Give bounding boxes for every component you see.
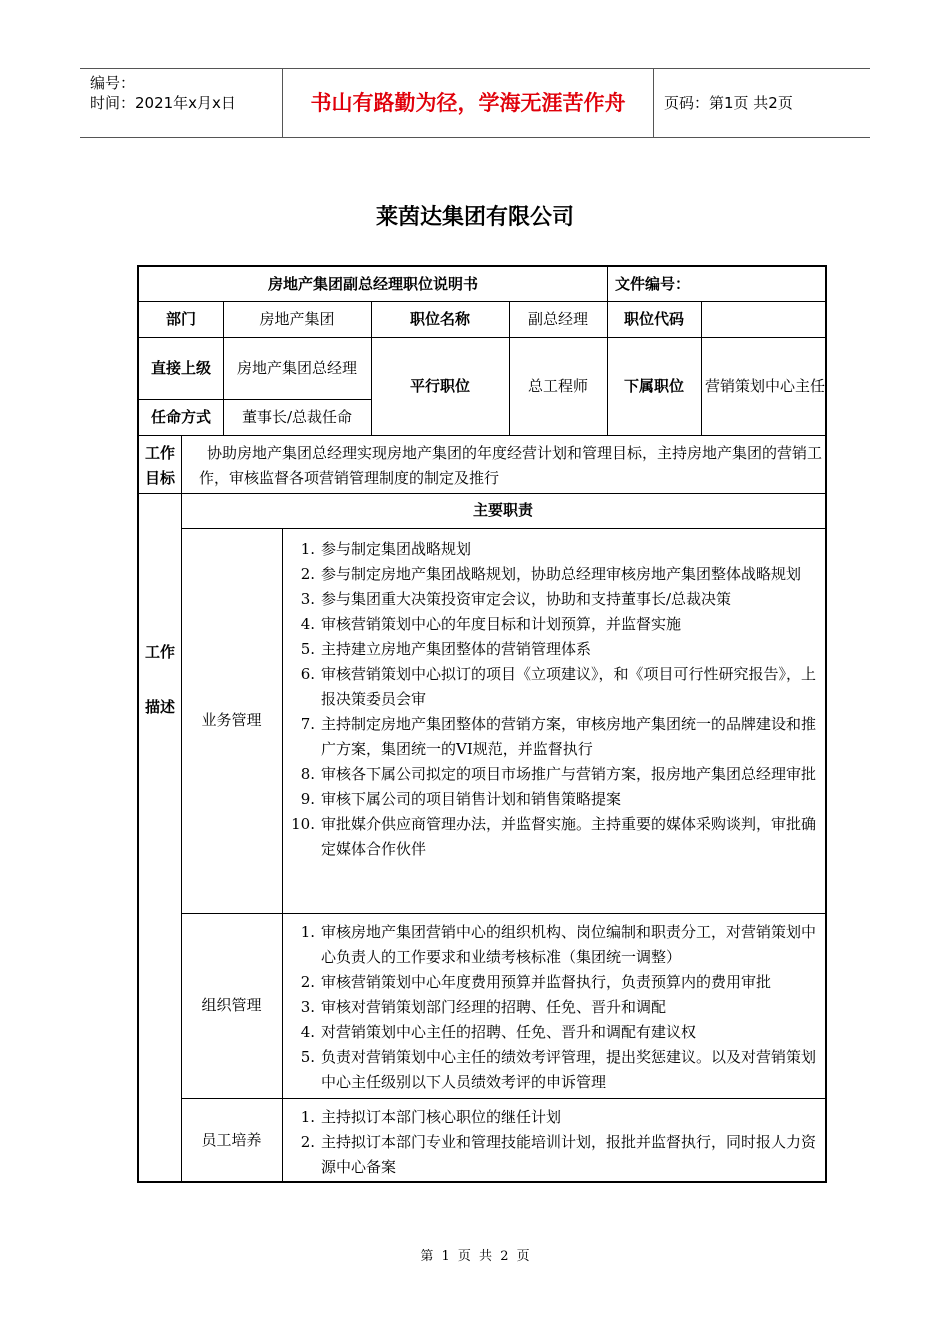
duty-number: 1. [300, 540, 315, 558]
duty-text: 审核各下属公司拟定的项目市场推广与营销方案，报房地产集团总经理审批 [321, 765, 817, 783]
duty-text: 审核营销策划中心拟订的项目《立项建议》，和《项目可行性研究报告》，上报决策委员会审 [321, 665, 817, 708]
duty-number: 4. [300, 1023, 315, 1041]
page-footer: 第 1 页 共 2 页 [420, 1249, 530, 1264]
duty-item [291, 537, 826, 562]
duty-text: 负责对营销策划中心主任的绩效考评管理，提出奖惩建议。以及对营销策划中心主任级别以下人员绩效考评的申诉管理 [321, 1048, 817, 1091]
duty-number: 8. [300, 765, 315, 783]
duty-number: 10. [291, 815, 315, 833]
page-header [80, 68, 870, 138]
parallel-label: 平行职位 [409, 376, 470, 395]
duty-item [291, 762, 826, 787]
duty-number: 4. [300, 615, 315, 633]
goal-label [139, 441, 181, 491]
header-motto [282, 69, 654, 137]
doc-name: 房地产集团副总经理职位说明书 [267, 274, 478, 293]
duty-number: 5. [300, 640, 315, 658]
motto-text: 书山有路勤为径，学海无涯苦作舟 [310, 91, 626, 115]
training-label: 员工培养 [201, 1131, 262, 1149]
duty-number: 1. [300, 1108, 315, 1126]
duty-item [291, 787, 826, 812]
duty-item [291, 612, 826, 637]
duty-number: 5. [300, 1048, 315, 1066]
duty-number: 9. [300, 790, 315, 808]
header-page-info [654, 69, 870, 137]
duty-item [291, 1045, 826, 1095]
appoint-value: 董事长/总裁任命 [241, 407, 353, 426]
duty-text: 参与制定房地产集团战略规划，协助总经理审核房地产集团整体战略规划 [321, 565, 802, 583]
duty-number: 7. [300, 715, 315, 733]
organization-duties-list [291, 920, 826, 1095]
duty-text: 审核下属公司的项目销售计划和销售策略提案 [321, 790, 622, 808]
duty-text: 参与制定集团战略规划 [321, 540, 472, 558]
desc-label-line1: 工作 [144, 642, 175, 661]
duty-number: 2. [300, 973, 315, 991]
duty-number: 3. [300, 590, 315, 608]
number-label: 编号： [90, 74, 136, 92]
job-description-table [137, 265, 827, 1183]
duty-item [291, 562, 826, 587]
training-duties-list [291, 1105, 826, 1180]
duty-item [291, 970, 826, 995]
page-title: 莱茵达集团有限公司 [375, 205, 574, 230]
subordinate-value: 营销策划中心主任 [704, 376, 825, 395]
parallel-value: 总工程师 [527, 376, 588, 395]
divider [282, 528, 283, 1183]
duty-number: 2. [300, 1133, 315, 1151]
duty-item [291, 1130, 826, 1180]
duty-item [291, 662, 826, 712]
position-value: 副总经理 [527, 309, 588, 328]
divider [139, 435, 825, 436]
duty-item [291, 712, 826, 762]
file-no-label: 文件编号： [615, 274, 691, 293]
appoint-label: 任命方式 [150, 407, 211, 426]
duty-number: 2. [300, 565, 315, 583]
organization-label: 组织管理 [201, 996, 262, 1014]
duty-number: 3. [300, 998, 315, 1016]
subordinate-label: 下属职位 [623, 376, 684, 395]
goal-label-line2: 目标 [144, 469, 175, 487]
duty-text: 审核营销策划中心年度费用预算并监督执行，负责预算内的费用审批 [321, 973, 772, 991]
duty-item [291, 637, 826, 662]
business-label: 业务管理 [201, 711, 262, 729]
duty-item [291, 920, 826, 970]
duty-text: 审核房地产集团营销中心的组织机构、岗位编制和职责分工，对营销策划中心负责人的工作要求和业绩考核标准（集团统一调整） [321, 923, 817, 966]
divider [701, 301, 702, 435]
duty-text: 主持建立房地产集团整体的营销管理体系 [321, 640, 592, 658]
desc-label-line2: 描述 [144, 697, 175, 716]
duty-item [291, 1020, 826, 1045]
code-label: 职位代码 [623, 309, 684, 328]
goal-label-line1: 工作 [144, 444, 175, 462]
duty-item [291, 995, 826, 1020]
time-label: 时间：2021年x月x日 [90, 94, 236, 112]
position-label: 职位名称 [409, 309, 470, 328]
superior-label: 直接上级 [150, 358, 211, 377]
duty-text: 主持拟订本部门专业和管理技能培训计划，报批并监督执行，同时报人力资源中心备案 [321, 1133, 817, 1176]
dept-label: 部门 [165, 309, 196, 328]
duty-number: 1. [300, 923, 315, 941]
duty-text: 审核营销策划中心的年度目标和计划预算，并监督实施 [321, 615, 682, 633]
goal-text: 协助房地产集团总经理实现房地产集团的年度经营计划和管理目标，主持房地产集团的营销工作，审核监督各项营销管理制度的制定及推行 [199, 444, 823, 487]
duty-item [291, 587, 826, 612]
dept-value: 房地产集团 [259, 309, 335, 328]
duty-number: 6. [300, 665, 315, 683]
divider [607, 267, 608, 301]
business-duties-list [291, 537, 826, 862]
header-meta [80, 69, 282, 137]
duties-header: 主要职责 [472, 501, 533, 519]
duty-text: 主持拟订本部门核心职位的继任计划 [321, 1108, 562, 1126]
duty-item [291, 812, 826, 862]
duty-text: 对营销策划中心主任的招聘、任免、晋升和调配有建议权 [321, 1023, 697, 1041]
duty-text: 审核对营销策划部门经理的招聘、任免、晋升和调配 [321, 998, 667, 1016]
duty-text: 主持制定房地产集团整体的营销方案，审核房地产集团统一的品牌建设和推广方案，集团统一的VI规范，并监督执行 [321, 715, 817, 758]
superior-value: 房地产集团总经理 [236, 358, 357, 377]
duty-text: 参与集团重大决策投资审定会议，协助和支持董事长/总裁决策 [321, 590, 732, 608]
duty-item [291, 1105, 826, 1130]
duty-text: 审批媒介供应商管理办法，并监督实施。主持重要的媒体采购谈判，审批确定媒体合作伙伴 [321, 815, 817, 858]
page-info-text: 页码：第1页 共2页 [664, 94, 793, 112]
